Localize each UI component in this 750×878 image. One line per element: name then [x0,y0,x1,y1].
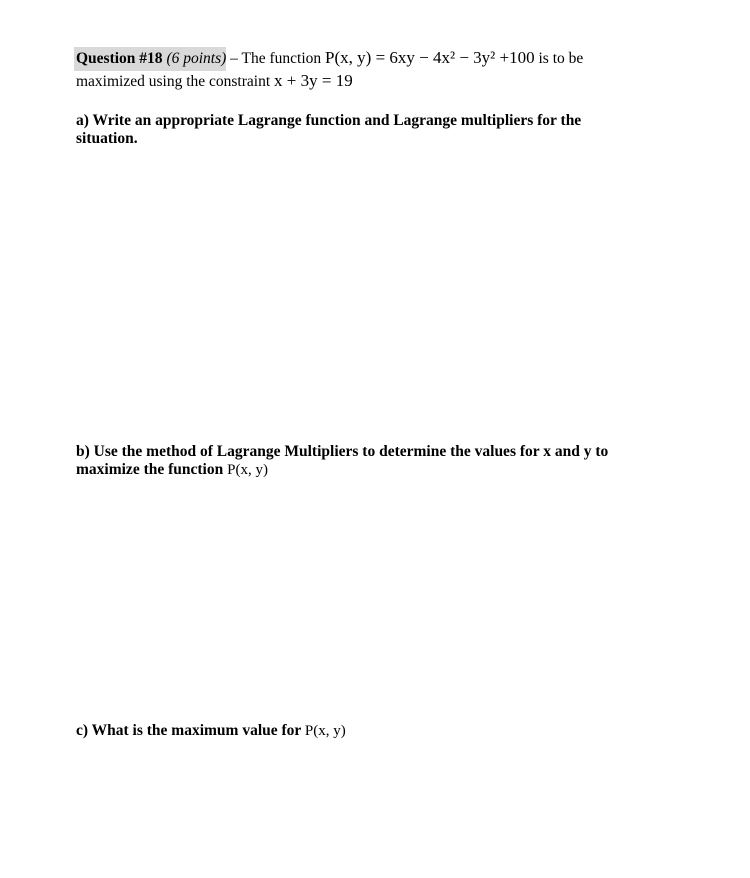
part-c-math: P(x, y) [304,723,346,739]
part-a-line-2: situation. [76,130,138,147]
question-points: (6 points) [166,50,227,67]
function-equals: = [375,48,386,67]
function-lhs: P(x, y) [325,48,372,67]
question-line2-prefix: maximized using the constraint [76,73,271,90]
question-is-to-be: is to be [538,50,584,67]
part-c-text: c) What is the maximum value for [76,722,302,739]
question-intro: The function [241,50,322,67]
function-expression [325,48,535,67]
question-number: Question #18 [76,50,163,67]
part-a [76,112,676,148]
function-rhs: 6xy − 4x² − 3y² +100 [389,48,535,67]
part-b-line-2 [76,461,676,479]
part-b-math: P(x, y) [227,462,268,478]
question-line-2 [76,71,353,92]
part-c [76,722,676,740]
part-a-line-1: a) Write an appropriate Lagrange function and Lagrange multipliers for the [76,112,582,129]
part-b-line-2-text: maximize the function [76,461,224,478]
part-b [76,443,676,479]
question-dash: – [230,50,238,67]
question-label-highlight [74,47,226,71]
constraint-expression: x + 3y = 19 [274,71,353,90]
question-line-1 [76,48,583,69]
part-b-line-1: b) Use the method of Lagrange Multipliers to determine the values for x and y to [76,443,609,460]
